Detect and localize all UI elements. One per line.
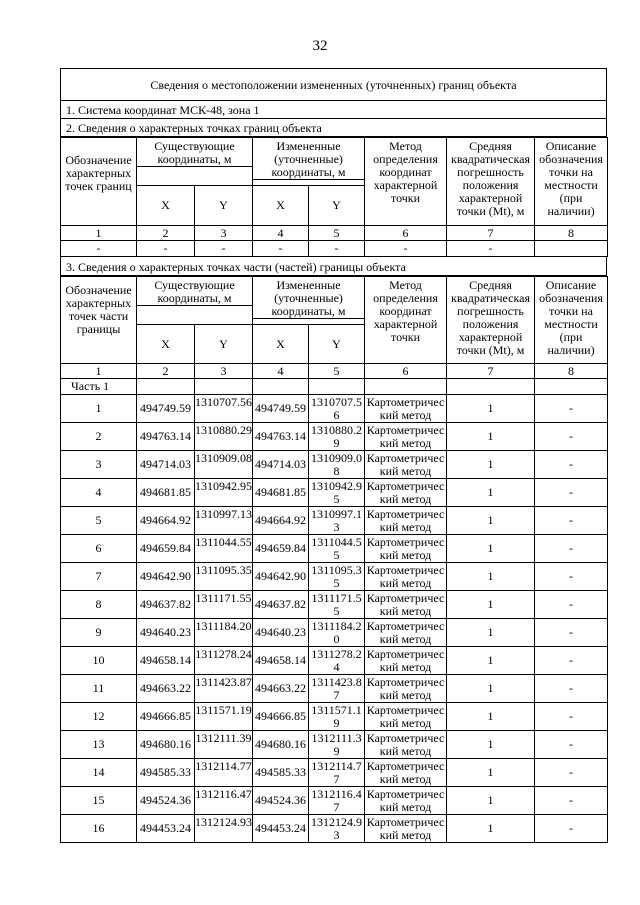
changed-x: 494640.23 <box>253 619 309 647</box>
accuracy-cell: 1 <box>447 423 535 451</box>
point-number: 5 <box>61 507 137 535</box>
dash-cell: - <box>253 241 309 257</box>
col-number: 7 <box>447 364 535 379</box>
boundary-points-table <box>60 137 608 257</box>
existing-x: 494681.85 <box>137 479 195 507</box>
header-x: X <box>253 186 309 226</box>
header-method: Метод определения координат характерной точки <box>365 277 447 364</box>
table-row <box>61 451 608 479</box>
col-number: 2 <box>137 226 195 241</box>
col-number: 5 <box>309 226 365 241</box>
empty-dash-row <box>61 241 608 257</box>
existing-y: 1311171.55 <box>195 591 253 619</box>
existing-y: 1312124.93 <box>195 815 253 843</box>
method-cell: Картометрический метод <box>365 619 447 647</box>
method-cell: Картометрический метод <box>365 703 447 731</box>
accuracy-cell: 1 <box>447 759 535 787</box>
changed-x: 494524.36 <box>253 787 309 815</box>
accuracy-cell: 1 <box>447 563 535 591</box>
existing-y: 1312116.47 <box>195 787 253 815</box>
table-row <box>61 479 608 507</box>
page-number: 32 <box>312 38 328 54</box>
table-row <box>61 759 608 787</box>
description-cell: - <box>535 703 608 731</box>
empty-cell <box>309 379 365 395</box>
column-number-row <box>61 226 608 241</box>
document-table <box>60 68 607 843</box>
section-part-points: 3. Сведения о характерных точках части (частей) границы объекта <box>60 257 607 276</box>
description-cell: - <box>535 423 608 451</box>
header-accuracy: Средняя квадратическая погрешность положения характерной точки (Mt), м <box>447 277 535 364</box>
header-changed-coords: Измененные (уточненные) координаты, м <box>253 138 365 186</box>
header-point-designation: Обозначение характерных точек части границы <box>61 277 137 364</box>
point-number: 10 <box>61 647 137 675</box>
part-points-table <box>60 276 608 843</box>
changed-y: 1311571.19 <box>309 703 365 731</box>
changed-y: 1310880.29 <box>309 423 365 451</box>
changed-x: 494453.24 <box>253 815 309 843</box>
changed-x: 494749.59 <box>253 395 309 423</box>
point-number: 7 <box>61 563 137 591</box>
table-row <box>61 395 608 423</box>
col-number: 6 <box>365 364 447 379</box>
accuracy-cell: 1 <box>447 619 535 647</box>
table-title: Сведения о местоположении измененных (уточненных) границ объекта <box>60 68 607 101</box>
existing-y: 1310707.56 <box>195 395 253 423</box>
changed-y: 1312111.39 <box>309 731 365 759</box>
existing-y: 1310997.13 <box>195 507 253 535</box>
changed-x: 494637.82 <box>253 591 309 619</box>
existing-y: 1311044.55 <box>195 535 253 563</box>
method-cell: Картометрический метод <box>365 423 447 451</box>
empty-cell <box>137 379 195 395</box>
existing-x: 494453.24 <box>137 815 195 843</box>
table-row <box>61 507 608 535</box>
method-cell: Картометрический метод <box>365 563 447 591</box>
col-number: 4 <box>253 364 309 379</box>
header-existing-coords: Существующие координаты, м <box>137 138 253 186</box>
table-row <box>61 815 608 843</box>
header-y: Y <box>309 325 365 364</box>
method-cell: Картометрический метод <box>365 815 447 843</box>
existing-y: 1310909.08 <box>195 451 253 479</box>
changed-y: 1310942.95 <box>309 479 365 507</box>
point-number: 3 <box>61 451 137 479</box>
point-number: 8 <box>61 591 137 619</box>
existing-y: 1311278.24 <box>195 647 253 675</box>
changed-y: 1312124.93 <box>309 815 365 843</box>
existing-x: 494658.14 <box>137 647 195 675</box>
accuracy-cell: 1 <box>447 703 535 731</box>
empty-cell <box>447 379 535 395</box>
existing-x: 494763.14 <box>137 423 195 451</box>
changed-x: 494585.33 <box>253 759 309 787</box>
point-number: 6 <box>61 535 137 563</box>
header-changed-coords: Измененные (уточненные) координаты, м <box>253 277 365 325</box>
dash-cell: - <box>365 241 447 257</box>
changed-y: 1311044.55 <box>309 535 365 563</box>
point-number: 1 <box>61 395 137 423</box>
dash-cell: - <box>447 241 535 257</box>
changed-y: 1311423.87 <box>309 675 365 703</box>
method-cell: Картометрический метод <box>365 507 447 535</box>
existing-x: 494524.36 <box>137 787 195 815</box>
existing-y: 1312114.77 <box>195 759 253 787</box>
description-cell: - <box>535 759 608 787</box>
existing-x: 494714.03 <box>137 451 195 479</box>
accuracy-cell: 1 <box>447 787 535 815</box>
dash-cell: - <box>137 241 195 257</box>
empty-cell <box>365 379 447 395</box>
section-coordinate-system: 1. Система координат МСК-48, зона 1 <box>60 101 607 119</box>
col-number: 3 <box>195 364 253 379</box>
changed-x: 494664.92 <box>253 507 309 535</box>
point-number: 11 <box>61 675 137 703</box>
changed-x: 494681.85 <box>253 479 309 507</box>
point-number: 15 <box>61 787 137 815</box>
part-label-row <box>61 379 608 395</box>
method-cell: Картометрический метод <box>365 395 447 423</box>
column-number-row <box>61 364 608 379</box>
description-cell: - <box>535 787 608 815</box>
changed-y: 1310997.13 <box>309 507 365 535</box>
point-number: 12 <box>61 703 137 731</box>
col-number: 1 <box>61 364 137 379</box>
method-cell: Картометрический метод <box>365 591 447 619</box>
col-number: 6 <box>365 226 447 241</box>
method-cell: Картометрический метод <box>365 731 447 759</box>
dash-cell: - <box>309 241 365 257</box>
method-cell: Картометрический метод <box>365 675 447 703</box>
header-point-designation: Обозначение характерных точек границ <box>61 138 137 226</box>
empty-cell <box>195 379 253 395</box>
header-description: Описание обозначения точки на местности (при наличии) <box>535 277 608 364</box>
point-number: 9 <box>61 619 137 647</box>
description-cell: - <box>535 731 608 759</box>
method-cell: Картометрический метод <box>365 451 447 479</box>
header-y: Y <box>195 186 253 226</box>
point-number: 13 <box>61 731 137 759</box>
changed-x: 494714.03 <box>253 451 309 479</box>
accuracy-cell: 1 <box>447 647 535 675</box>
header-x: X <box>137 325 195 364</box>
accuracy-cell: 1 <box>447 451 535 479</box>
header-x: X <box>137 186 195 226</box>
part-label: Часть 1 <box>61 379 137 395</box>
method-cell: Картометрический метод <box>365 647 447 675</box>
table-row <box>61 787 608 815</box>
existing-x: 494637.82 <box>137 591 195 619</box>
existing-x: 494642.90 <box>137 563 195 591</box>
col-number: 7 <box>447 226 535 241</box>
table-row <box>61 675 608 703</box>
changed-x: 494663.22 <box>253 675 309 703</box>
empty-cell <box>535 379 608 395</box>
header-y: Y <box>309 186 365 226</box>
changed-y: 1311184.20 <box>309 619 365 647</box>
dash-cell: - <box>61 241 137 257</box>
description-cell: - <box>535 675 608 703</box>
changed-y: 1311278.24 <box>309 647 365 675</box>
table-row <box>61 731 608 759</box>
point-number: 16 <box>61 815 137 843</box>
header-existing-coords: Существующие координаты, м <box>137 277 253 325</box>
description-cell: - <box>535 451 608 479</box>
changed-x: 494659.84 <box>253 535 309 563</box>
description-cell: - <box>535 591 608 619</box>
header-x: X <box>253 325 309 364</box>
description-cell: - <box>535 479 608 507</box>
existing-x: 494585.33 <box>137 759 195 787</box>
method-cell: Картометрический метод <box>365 535 447 563</box>
method-cell: Картометрический метод <box>365 479 447 507</box>
header-accuracy: Средняя квадратическая погрешность положения характерной точки (Mt), м <box>447 138 535 226</box>
changed-y: 1312114.77 <box>309 759 365 787</box>
changed-y: 1311095.35 <box>309 563 365 591</box>
accuracy-cell: 1 <box>447 507 535 535</box>
dash-cell: - <box>195 241 253 257</box>
changed-x: 494680.16 <box>253 731 309 759</box>
existing-x: 494680.16 <box>137 731 195 759</box>
existing-y: 1311184.20 <box>195 619 253 647</box>
col-number: 3 <box>195 226 253 241</box>
col-number: 8 <box>535 226 608 241</box>
description-cell: - <box>535 563 608 591</box>
description-cell: - <box>535 535 608 563</box>
changed-y: 1310707.56 <box>309 395 365 423</box>
empty-cell <box>253 379 309 395</box>
point-number: 14 <box>61 759 137 787</box>
header-y: Y <box>195 325 253 364</box>
method-cell: Картометрический метод <box>365 787 447 815</box>
table-row <box>61 535 608 563</box>
existing-y: 1311423.87 <box>195 675 253 703</box>
changed-x: 494763.14 <box>253 423 309 451</box>
header-description: Описание обозначения точки на местности (при наличии) <box>535 138 608 226</box>
description-cell: - <box>535 619 608 647</box>
table-row <box>61 423 608 451</box>
existing-y: 1311571.19 <box>195 703 253 731</box>
description-cell: - <box>535 395 608 423</box>
accuracy-cell: 1 <box>447 591 535 619</box>
accuracy-cell: 1 <box>447 395 535 423</box>
existing-y: 1310942.95 <box>195 479 253 507</box>
table-row <box>61 591 608 619</box>
changed-y: 1311171.55 <box>309 591 365 619</box>
existing-y: 1312111.39 <box>195 731 253 759</box>
point-number: 2 <box>61 423 137 451</box>
col-number: 5 <box>309 364 365 379</box>
description-cell: - <box>535 815 608 843</box>
description-cell: - <box>535 647 608 675</box>
accuracy-cell: 1 <box>447 479 535 507</box>
changed-x: 494666.85 <box>253 703 309 731</box>
changed-y: 1312116.47 <box>309 787 365 815</box>
existing-x: 494640.23 <box>137 619 195 647</box>
accuracy-cell: 1 <box>447 731 535 759</box>
accuracy-cell: 1 <box>447 815 535 843</box>
header-method: Метод определения координат характерной точки <box>365 138 447 226</box>
accuracy-cell: 1 <box>447 535 535 563</box>
table-row <box>61 619 608 647</box>
accuracy-cell: 1 <box>447 675 535 703</box>
col-number: 1 <box>61 226 137 241</box>
existing-x: 494663.22 <box>137 675 195 703</box>
col-number: 2 <box>137 364 195 379</box>
table-row <box>61 703 608 731</box>
dash-cell <box>535 241 608 257</box>
section-boundary-points: 2. Сведения о характерных точках границ объекта <box>60 119 607 137</box>
existing-y: 1310880.29 <box>195 423 253 451</box>
col-number: 4 <box>253 226 309 241</box>
existing-x: 494664.92 <box>137 507 195 535</box>
existing-x: 494659.84 <box>137 535 195 563</box>
existing-y: 1311095.35 <box>195 563 253 591</box>
table-row <box>61 647 608 675</box>
changed-y: 1310909.08 <box>309 451 365 479</box>
existing-x: 494666.85 <box>137 703 195 731</box>
col-number: 8 <box>535 364 608 379</box>
changed-x: 494658.14 <box>253 647 309 675</box>
table-row <box>61 563 608 591</box>
description-cell: - <box>535 507 608 535</box>
point-number: 4 <box>61 479 137 507</box>
method-cell: Картометрический метод <box>365 759 447 787</box>
existing-x: 494749.59 <box>137 395 195 423</box>
changed-x: 494642.90 <box>253 563 309 591</box>
